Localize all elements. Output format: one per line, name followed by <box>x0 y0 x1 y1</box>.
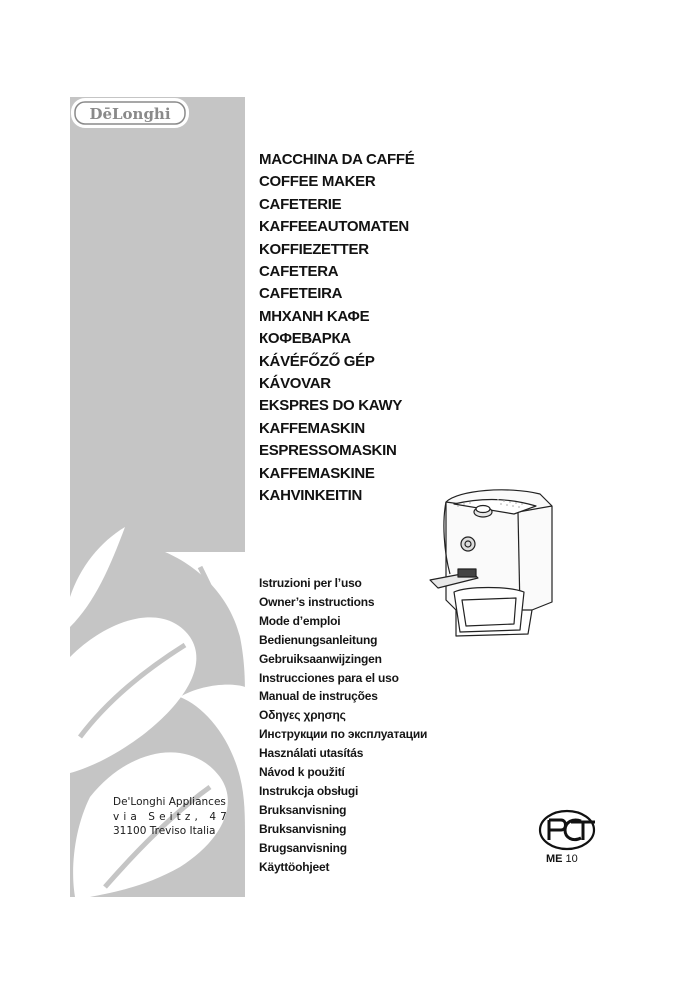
address-street: via Seitz, 47 <box>113 810 231 823</box>
instruction-title: Käyttöohjeet <box>259 859 330 874</box>
coffee-bean-pattern-icon <box>70 97 245 897</box>
instruction-title: Instrucciones para el uso <box>259 670 399 685</box>
delonghi-logo <box>70 97 190 129</box>
certification-code-number: 10 <box>565 853 578 865</box>
product-title: KAFFEMASKIN <box>259 419 365 437</box>
product-title: CAFETERA <box>259 263 339 281</box>
product-title-list <box>259 149 499 508</box>
product-title: CAFETERIE <box>259 195 342 213</box>
instruction-title: Istruzioni per l’uso <box>259 576 362 590</box>
product-title: ESPRESSOMASKIN <box>259 442 397 460</box>
product-title: KOFFIEZETTER <box>259 240 369 258</box>
product-title: KÁVOVAR <box>259 375 331 393</box>
manufacturer-address <box>113 795 238 839</box>
instruction-title: Инструкции по эксплуатации <box>259 727 428 742</box>
product-title: KAFFEMASKINE <box>259 464 375 482</box>
product-title: KAFFEEAUTOMATEN <box>259 218 409 236</box>
product-title: КОФЕВАРКА <box>259 330 351 348</box>
instruction-title: Bruksanvisning <box>259 821 347 836</box>
certification-code-prefix: ME <box>546 853 563 865</box>
instruction-title: Brugsanvisning <box>259 840 347 855</box>
instruction-language-list <box>259 574 519 877</box>
instruction-title: Bruksanvisning <box>259 802 347 817</box>
instruction-title: Bedienungsanleitung <box>259 632 378 647</box>
product-title: CAFETEIRA <box>259 285 343 303</box>
decorative-sidebar-panel <box>70 97 245 897</box>
product-title: ΜΗΧΑΝΗ ΚΑΦΕ <box>259 307 370 325</box>
instruction-title: Οδηγες χρησης <box>259 708 346 723</box>
instruction-title: Manual de instruções <box>259 689 378 704</box>
instruction-title: Mode d’emploi <box>259 613 341 628</box>
product-title: MACCHINA DA CAFFÉ <box>259 151 415 168</box>
product-title: KÁVÉFŐZŐ GÉP <box>259 352 375 370</box>
instruction-title: Instrukcja obsługi <box>259 783 359 798</box>
instruction-title: Gebruiksaanwijzingen <box>259 651 382 666</box>
instruction-title: Használati utasítás <box>259 746 364 761</box>
gost-certification-mark-icon <box>537 808 597 852</box>
product-title: COFFEE MAKER <box>259 173 376 191</box>
instruction-title: Owner’s instructions <box>259 594 375 609</box>
instruction-title: Návod k použití <box>259 765 345 780</box>
address-company: De'Longhi Appliances <box>113 796 226 808</box>
certification-code <box>546 853 578 865</box>
product-title: EKSPRES DO KAWY <box>259 397 403 415</box>
logo-text: DēLonghi <box>89 105 171 123</box>
product-title: KAHVINKEITIN <box>259 487 363 505</box>
address-city: 31100 Treviso Italia <box>113 825 216 837</box>
